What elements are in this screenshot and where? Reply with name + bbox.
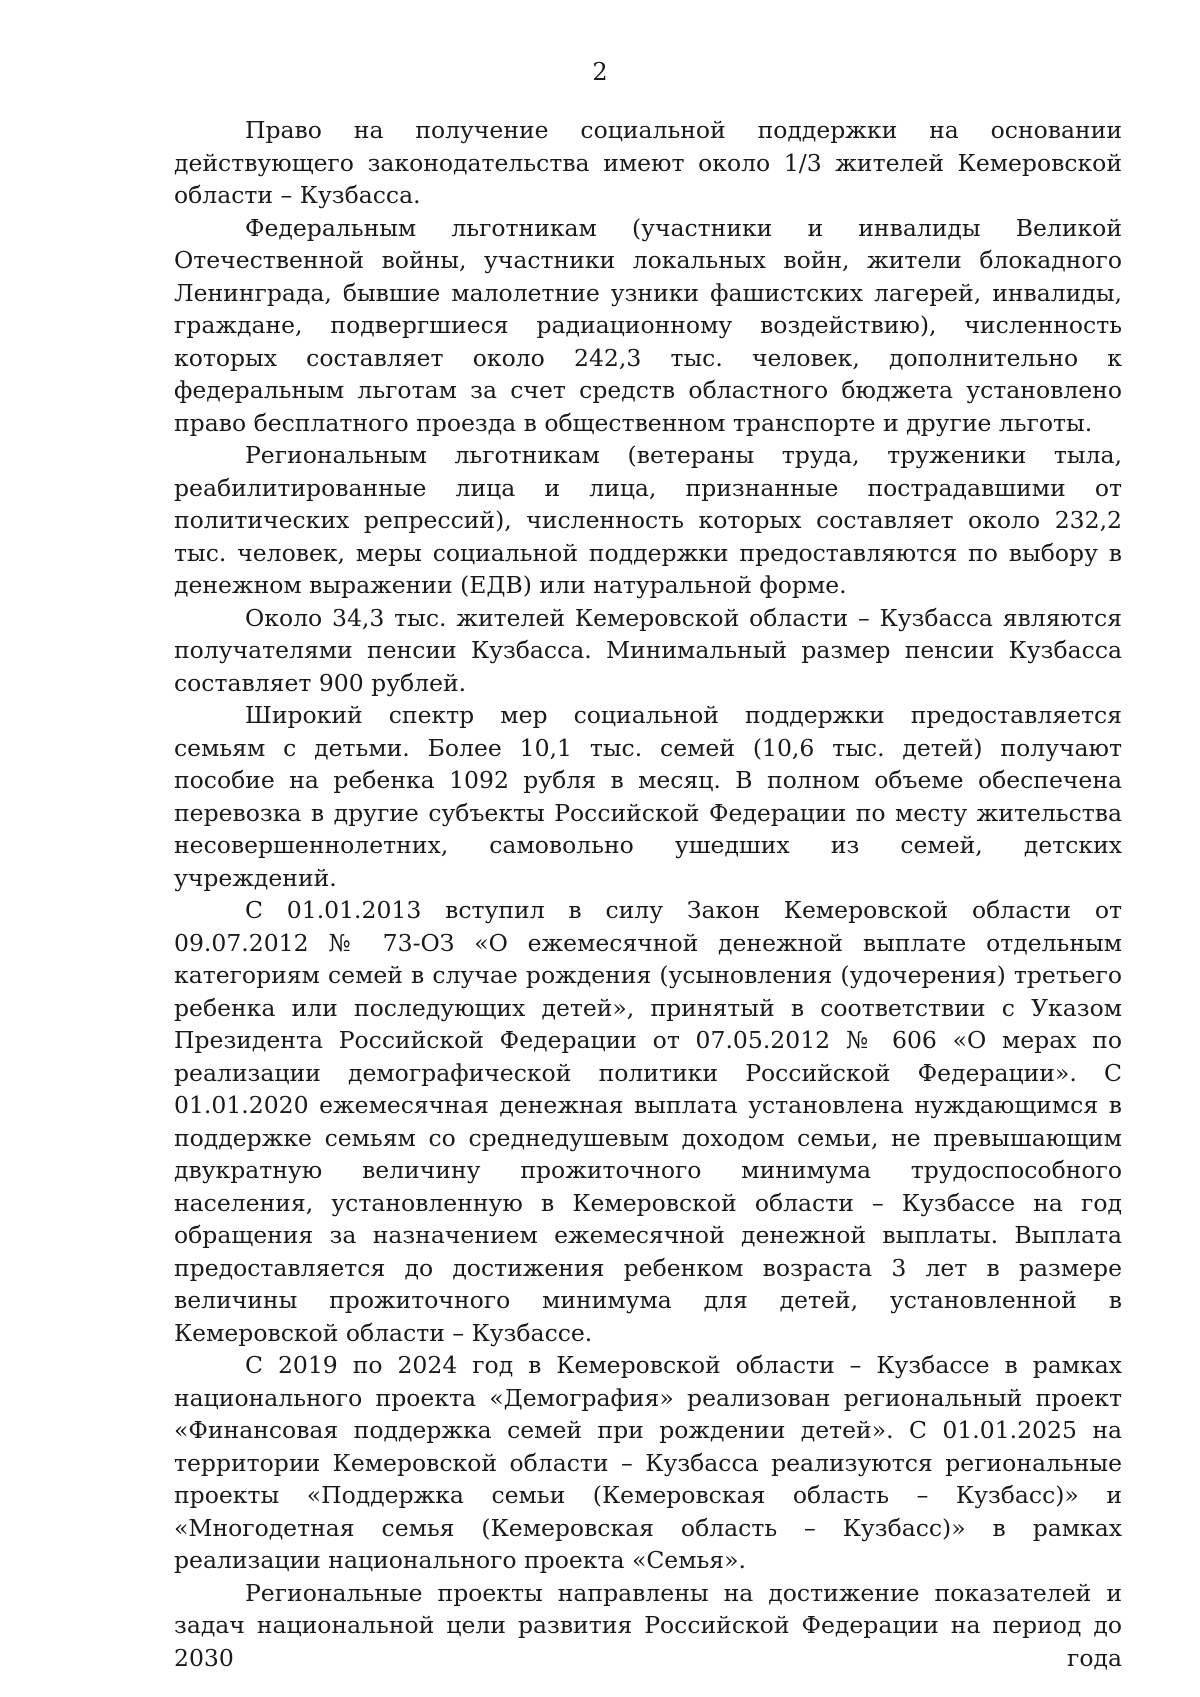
paragraph-families-with-children: Широкий спектр мер социальной поддержки предоставляется семьям с детьми. Более 10,1 тыс. семей (10,6 тыс. детей) получают пособие на ребенка 1092 рубля в месяц. В полном объеме обеспечена перевозка в другие субъекты Российской Федерации по месту жительства несовершеннолетних, самовольно ушедших из семей, детских учреждений. <box>174 701 1122 892</box>
page-number: 2 <box>592 58 608 86</box>
document-body <box>174 114 1122 1674</box>
paragraph-regional-beneficiaries: Региональным льготникам (ветераны труда, труженики тыла, реабилитированные лица и лица, признанные пострадавшими от политических репрессий), численность которых составляет около 232,2 тыс. человек, меры социальной поддержки предоставляются по выбору в денежном выражении (ЕДВ) или натуральной форме. <box>174 441 1122 599</box>
paragraph-regional-projects-goals: Региональные проекты направлены на достижение показателей и задач национальной цели развития Российской Федерации на период до 2030 года <box>174 1578 1122 1672</box>
paragraph-national-projects: С 2019 по 2024 год в Кемеровской области – Кузбассе в рамках национального проекта «Демография» реализован региональный проект «Финансовая поддержка семей при рождении детей». С 01.01.2025 на территории Кемеровской области – Кузбасса реализуются региональные проекты «Поддержка семьи (Кемеровская область – Кузбасс)» и «Многодетная семья (Кемеровская область – Кузбасс)» в рамках реализации национального проекта «Семья». <box>174 1351 1122 1574</box>
paragraph-social-support-right: Право на получение социальной поддержки на основании действующего законодательства имеют около 1/3 жителей Кемеровской области – Кузбасса. <box>174 116 1122 209</box>
paragraph-kuzbass-pension: Около 34,3 тыс. жителей Кемеровской области – Кузбасса являются получателями пенсии Кузбасса. Минимальный размер пенсии Кузбасса составляет 900 рублей. <box>174 603 1122 697</box>
paragraph-federal-beneficiaries: Федеральным льготникам (участники и инвалиды Великой Отечественной войны, участники локальных войн, жители блокадного Ленинграда, бывшие малолетние узники фашистских лагерей, инвалиды, граждане, подвергшиеся радиационному воздействию), численность которых составляет около 242,3 тыс. человек, дополнительно к федеральным льготам за счет средств областного бюджета установлено право бесплатного проезда в общественном транспорте и другие льготы. <box>174 213 1122 437</box>
paragraph-monthly-payment-law: С 01.01.2013 вступил в силу Закон Кемеровской области от 09.07.2012 № 73-ОЗ «О ежемесячной денежной выплате отдельным категориям семей в случае рождения (усыновления (удочерения) третьего ребенка или последующих детей», принятый в соответствии с Указом Президента Российской Федерации от 07.05.2012 № 606 «О мерах по реализации демографической политики Российской Федерации». С 01.01.2020 ежемесячная денежная выплата установлена нуждающимся в поддержке семьям со среднедушевым доходом семьи, не превышающим двукратную величину прожиточного минимума трудоспособного населения, установленную в Кемеровской области – Кузбассе на год обращения за назначением ежемесячной денежной выплаты. Выплата предоставляется до достижения ребенком возраста 3 лет в размере величины прожиточного минимума для детей, установленной в Кемеровской области – Кузбассе. <box>174 896 1122 1347</box>
